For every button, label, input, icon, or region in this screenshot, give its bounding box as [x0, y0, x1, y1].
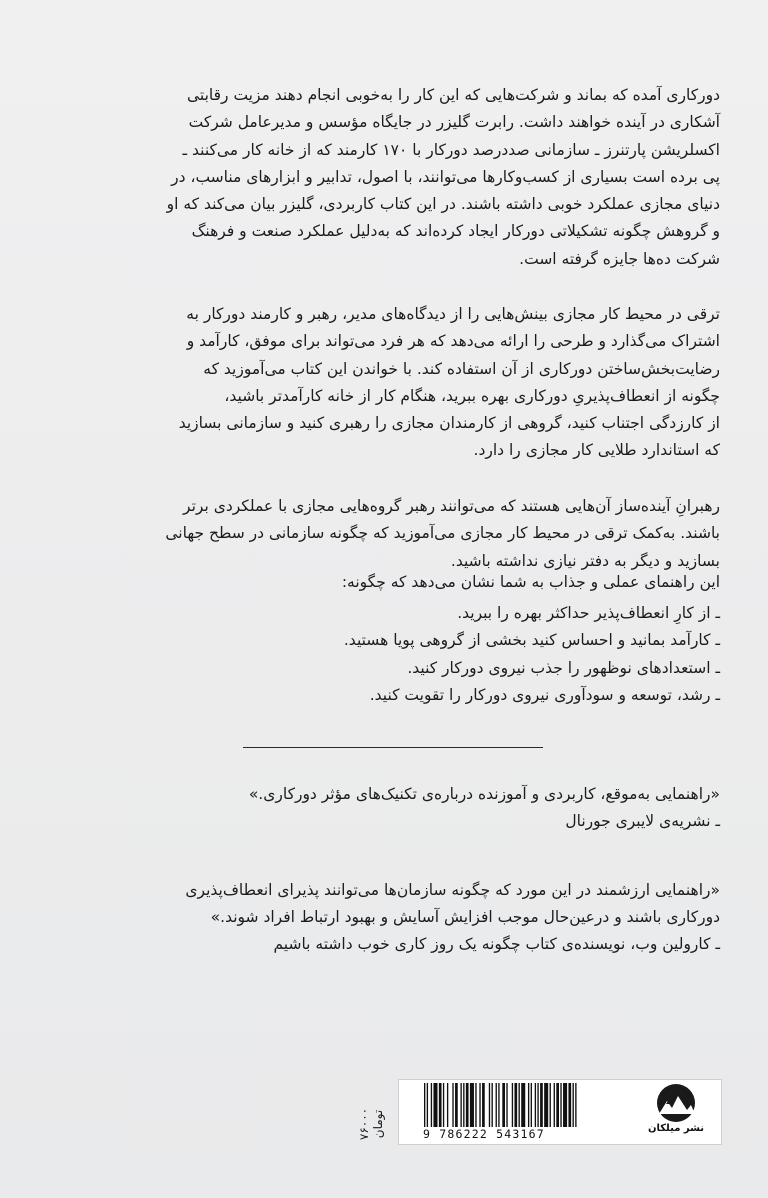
barcode-bar — [475, 1083, 476, 1127]
barcode-bar — [535, 1083, 536, 1127]
text-line: دنیای مجازی عملکرد خوبی داشته باشند. در این کتاب کاربردی، گلیزر بیان می‌کند که او — [166, 195, 720, 214]
bullet-intro: این راهنمای عملی و جذاب به شما نشان می‌دهد که چگونه: — [341, 573, 720, 591]
description-paragraph-1 — [90, 82, 720, 273]
barcode-bar — [506, 1083, 507, 1127]
quote-text: دورکاری باشند و درعین‌حال موجب افزایش آسایش و بهبود ارتباط افراد شوند.» — [210, 908, 720, 926]
text-line: آشکاری در آینده خواهند داشت. رابرت گلیزر در جایگاه مؤسس و مدیرعامل شرکت — [188, 113, 720, 132]
barcode-bar — [514, 1083, 517, 1127]
text-line: اکسلریشن پارتنرز ـ سازمانی صددرصد دورکار با ۱۷۰ کارمند که از خانه کار می‌کنند ـ — [182, 140, 720, 159]
isbn-number: 9 786222 543167 — [423, 1127, 545, 1141]
text-line: پی برده است بسیاری از کسب‌وکارها می‌توانند، با اصول، تدابیر و ابزارهای مناسب، در — [171, 167, 720, 186]
barcode-bar — [492, 1083, 493, 1127]
barcode-bar — [568, 1083, 571, 1127]
barcode-bar — [498, 1083, 499, 1127]
barcode-bar — [479, 1083, 480, 1127]
description-paragraph-2 — [90, 301, 720, 465]
barcode-bar — [544, 1083, 548, 1127]
text-line: باشند. به‌کمک ترقی در محیط کار مجازی می‌آموزید که چگونه سازمانی در سطح جهانی — [165, 524, 720, 543]
barcode-bar — [489, 1083, 490, 1127]
list-item: ـ استعدادهای نوظهور را جذب نیروی دورکار کنید. — [407, 658, 720, 677]
barcode-bar — [554, 1083, 555, 1127]
review-quote-2 — [90, 877, 720, 958]
list-item: ـ رشد، توسعه و سودآوری نیروی دورکار را تقویت کنید. — [369, 685, 720, 704]
text-line: شرکت ده‌ها جایزه گرفته است. — [519, 249, 720, 268]
barcode-bar — [575, 1083, 576, 1127]
barcode-bar — [466, 1083, 469, 1127]
barcode-bar — [482, 1083, 485, 1127]
text-line: رضایت‌بخش‌ساختن دورکاری از آن استفاده کند. با خواندن این کتاب می‌آموزید که — [203, 359, 720, 378]
barcode-bar — [560, 1083, 561, 1127]
section-divider — [243, 747, 543, 748]
text-line: که استاندارد طلایی کار مجازی را دارد. — [473, 441, 720, 460]
description-paragraph-3 — [90, 493, 720, 575]
quote-attribution: ـ کارولین وب، نویسنده‌ی کتاب چگونه یک روز کاری خوب داشته باشیم — [273, 935, 720, 953]
barcode-bar — [427, 1083, 428, 1127]
barcode-bar — [460, 1083, 461, 1127]
price-label: ۷۶۰۰۰ تومان — [357, 1107, 385, 1141]
benefits-list — [90, 600, 720, 709]
text-line: بسازید و دیگر به دفتر نیازی نداشته باشید. — [450, 551, 720, 570]
barcode-bar — [431, 1083, 432, 1127]
barcode-bar — [439, 1083, 442, 1127]
isbn-barcode — [422, 1083, 630, 1127]
barcode-bar — [496, 1083, 497, 1127]
barcode-bar — [528, 1083, 529, 1127]
text-line: دورکاری آمده که بماند و شرکت‌هایی که این کار را به‌خوبی انجام دهند مزیت رقابتی — [186, 86, 720, 104]
text-line: اشتراک می‌گذارد و طرحی را ارائه می‌دهد که هر فرد می‌تواند برای موفق، کارآمد و — [186, 332, 720, 351]
barcode-bar — [455, 1083, 458, 1127]
barcode-bar — [531, 1083, 532, 1127]
barcode-bar — [447, 1083, 448, 1127]
barcode-bar — [556, 1083, 559, 1127]
barcode-bar — [512, 1083, 513, 1127]
barcode-bar — [424, 1083, 425, 1127]
publisher-name: نشر میلکان — [647, 1123, 705, 1134]
text-line: و گروهش چگونه تشکیلاتی دورکار ایجاد کرده‌اند که به‌دلیل عملکرد صنعت و فرهنگ — [191, 222, 720, 241]
list-item: ـ از کارِ انعطاف‌پذیر حداکثر بهره را ببرید. — [457, 604, 720, 622]
barcode-bar — [463, 1083, 464, 1127]
barcode-bar — [519, 1083, 520, 1127]
list-item: ـ کارآمد بمانید و احساس کنید بخشی از گروهی پویا هستید. — [343, 631, 720, 650]
barcode-bar — [573, 1083, 574, 1127]
text-line: از کارزدگی اجتناب کنید، گروهی از کارمندان مجازی را رهبری کنید و سازمانی بسازید — [178, 414, 720, 433]
barcode-bar — [563, 1083, 567, 1127]
barcode-bar — [550, 1083, 551, 1127]
barcode-bar — [502, 1083, 505, 1127]
quote-attribution: ـ نشریه‌ی لایبری جورنال — [565, 812, 720, 830]
barcode-bar — [470, 1083, 474, 1127]
barcode-bar — [521, 1083, 525, 1127]
text-line: ترقی در محیط کار مجازی بینش‌هایی را از دیدگاه‌های مدیر، رهبر و کارمند دورکار به — [186, 305, 720, 323]
barcode-bar — [452, 1083, 453, 1127]
text-line: چگونه از انعطاف‌پذیریِ دورکاری بهره ببرید، هنگام کار از خانه کارآمدتر باشید، — [224, 386, 720, 405]
quote-text: «راهنمایی به‌موقع، کاربردی و آموزنده درباره‌ی تکنیک‌های مؤثر دورکاری.» — [248, 785, 720, 803]
barcode-bar — [537, 1083, 538, 1127]
quote-text: «راهنمایی ارزشمند در این مورد که چگونه سازمان‌ها می‌توانند پذیرای انعطاف‌پذیری — [185, 881, 720, 899]
text-line: رهبرانِ آینده‌ساز آن‌هایی هستند که می‌توانند رهبر گروه‌هایی مجازی با عملکردی برتر — [183, 497, 720, 515]
barcode-bar — [540, 1083, 543, 1127]
review-quote-1 — [90, 781, 720, 835]
barcode-bar — [433, 1083, 437, 1127]
barcode-bar — [443, 1083, 444, 1127]
